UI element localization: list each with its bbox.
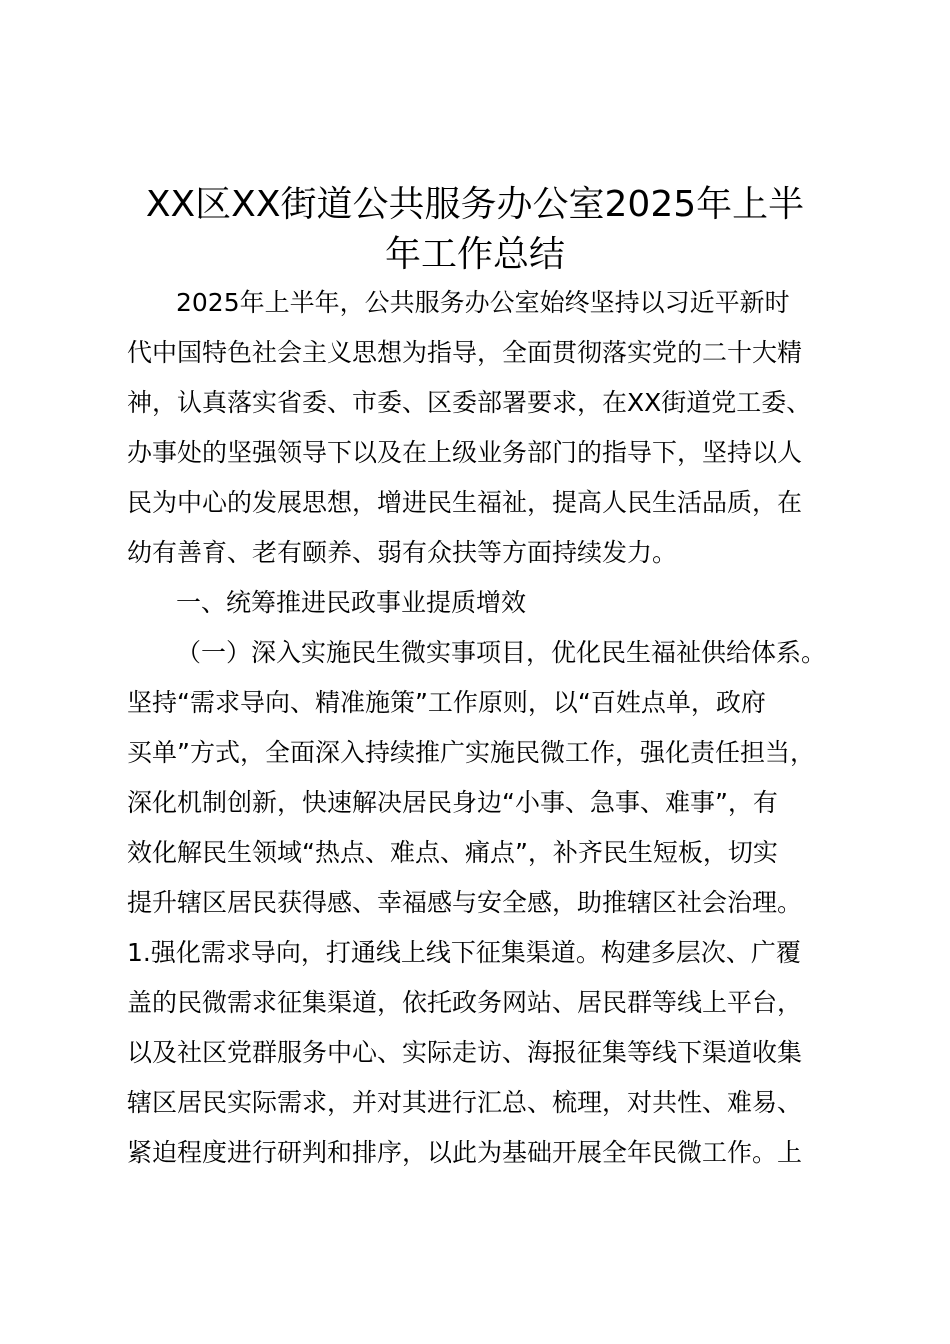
body-line: 代中国特色社会主义思想为指导，全面贯彻落实党的二十大精 bbox=[127, 338, 803, 367]
body-line: 民为中心的发展思想，增进民生福祉，提高人民生活品质，在 bbox=[127, 488, 803, 517]
body-line: 深化机制创新，快速解决居民身边“小事、急事、难事”，有 bbox=[127, 788, 778, 817]
body-line: 辖区居民实际需求，并对其进行汇总、梳理，对共性、难易、 bbox=[127, 1088, 803, 1117]
body-line: 幼有善育、老有颐养、弱有众扶等方面持续发力。 bbox=[127, 538, 678, 567]
body-line: 盖的民微需求征集渠道，依托政务网站、居民群等线上平台， bbox=[127, 988, 803, 1017]
document-title-line-2: 年工作总结 bbox=[384, 234, 565, 275]
subsection-heading: （一）深入实施民生微实事项目，优化民生福祉供给体系。 bbox=[176, 638, 827, 667]
section-heading: 一、统筹推进民政事业提质增效 bbox=[176, 588, 527, 617]
body-line: 以及社区党群服务中心、实际走访、海报征集等线下渠道收集 bbox=[127, 1038, 803, 1067]
body-line: 提升辖区居民获得感、幸福感与安全感，助推辖区社会治理。 bbox=[127, 888, 803, 917]
body-line: 1.强化需求导向，打通线上线下征集渠道。构建多层次、广覆 bbox=[127, 938, 801, 967]
document-title-line-1: XX区XX街道公共服务办公室2025年上半 bbox=[145, 184, 805, 225]
body-line: 神，认真落实省委、市委、区委部署要求，在XX街道党工委、 bbox=[127, 388, 812, 417]
body-line: 2025年上半年，公共服务办公室始终坚持以习近平新时 bbox=[176, 288, 790, 317]
body-line: 坚持“需求导向、精准施策”工作原则，以“百姓点单，政府 bbox=[127, 688, 766, 717]
body-line: 紧迫程度进行研判和排序，以此为基础开展全年民微工作。上 bbox=[127, 1138, 803, 1167]
body-line: 办事处的坚强领导下以及在上级业务部门的指导下，坚持以人 bbox=[127, 438, 803, 467]
body-line: 买单”方式，全面深入持续推广实施民微工作，强化责任担当， bbox=[127, 738, 815, 767]
body-line: 效化解民生领域“热点、难点、痛点”，补齐民生短板，切实 bbox=[127, 838, 778, 867]
